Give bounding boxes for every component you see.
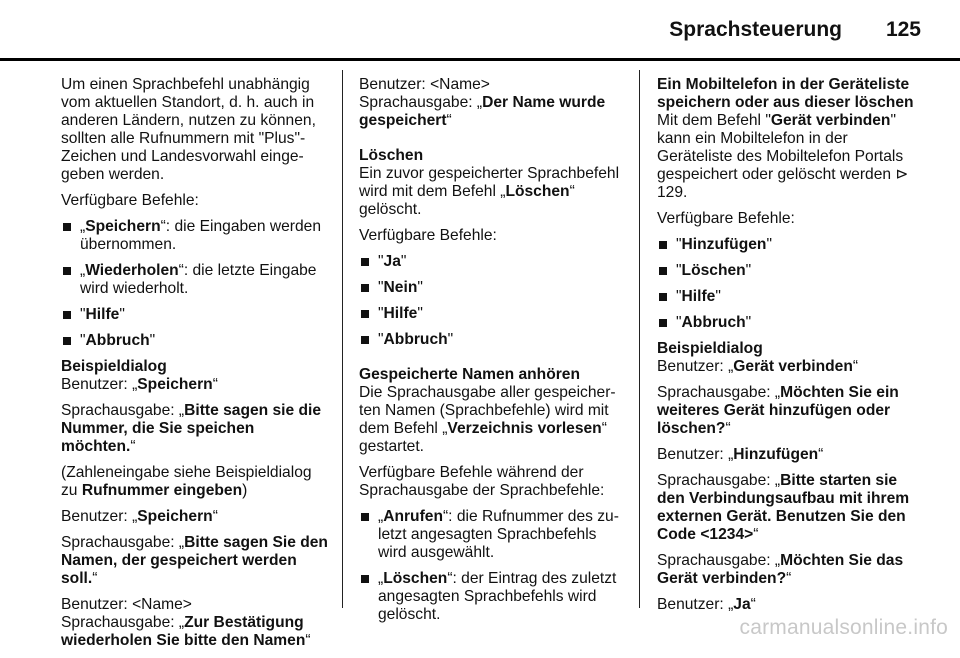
dialog-line: Sprachausgabe: „Bitte sagen sie die Nummer, die Sie speichen möchten.“: [61, 402, 322, 455]
dialog-line: Benutzer: „Gerät verbinden“: [657, 358, 859, 375]
list-item: „Anrufen“: die Rufnummer des zuletzt angesagten Sprachbefehls wird ausgewählt.: [359, 508, 627, 562]
page-ref-arrow-icon: ⊳: [895, 166, 909, 183]
listen-paragraph: Die Sprachausgabe aller gespeicherten Namen (Sprachbefehle) wird mit dem Befehl „Verzeichnis vorlesen“ gestartet.: [359, 384, 616, 455]
list-item: "Ja": [359, 253, 627, 271]
dialog-line: Benutzer: <Name>: [359, 76, 490, 93]
dialog-line: Benutzer: „Speichern“: [61, 376, 218, 393]
command-list: [657, 236, 925, 332]
column-3: [657, 76, 925, 622]
intro-paragraph: Um einen Sprachbefehl unabhängig vom aktuellen Standort, d. h. auch in anderen Ländern, nutzen zu können, sollten alle Rufnummern mit "Plus"-Zeichen und Landesvorwahl eingegeben werden.: [61, 76, 316, 183]
dialog-line: Sprachausgabe: „Möchten Sie ein weiteres Gerät hinzufügen oder löschen?“: [657, 384, 899, 437]
header-rule: [0, 58, 960, 61]
dialog-line: Sprachausgabe: „Zur Bestätigung wiederholen Sie bitte den Namen“: [61, 614, 311, 649]
dialog-line: (Zahleneingabe siehe Beispieldialog zu Rufnummer eingeben): [61, 464, 312, 499]
dialog-line: Benutzer: „Speichern“: [61, 508, 218, 525]
list-item: "Abbruch": [359, 331, 627, 349]
dialog-line: Sprachausgabe: „Der Name wurde gespeichert“: [359, 94, 606, 129]
column-2: [359, 76, 627, 632]
list-item: "Löschen": [657, 262, 925, 280]
dialog-line: Sprachausgabe: „Bitte starten sie den Verbindungsaufbau mit ihrem externen Gerät. Benutzen Sie den Code <1234>“: [657, 472, 910, 543]
list-item: "Hilfe": [61, 306, 329, 324]
list-item: „Speichern“: die Eingaben werden übernommen.: [61, 218, 329, 254]
list-item: "Hilfe": [657, 288, 925, 306]
section-heading-listen: Gespeicherte Namen anhören: [359, 366, 580, 383]
delete-paragraph: Ein zuvor gespeicherter Sprachbefehl wird mit dem Befehl „Löschen“ gelöscht.: [359, 165, 620, 218]
page-ref-link[interactable]: 129.: [657, 184, 688, 201]
column-1: [61, 76, 329, 658]
dialog-line: Benutzer: <Name>: [61, 596, 192, 613]
dialog-line: Sprachausgabe: „Bitte sagen Sie den Namen, der gespeichert werden soll.“: [61, 534, 328, 587]
list-item: "Abbruch": [657, 314, 925, 332]
device-paragraph: Mit dem Befehl "Gerät verbinden" kann ein Mobiltelefon in der Geräteliste des Mobiltelefon Portals gespeichert oder gelöscht werden ⊳ 129.: [657, 112, 909, 201]
dialog-line: Sprachausgabe: „Möchten Sie das Gerät verbinden?“: [657, 552, 904, 587]
list-item: „Löschen“: der Eintrag des zuletzt angesagten Sprachbefehls wird gelöscht.: [359, 570, 627, 624]
page-title: Sprachsteuerung: [669, 18, 842, 41]
command-list: [359, 253, 627, 349]
command-list: [359, 508, 627, 624]
section-heading-device: Ein Mobiltelefon in der Geräteliste speichern oder aus dieser löschen: [657, 76, 914, 111]
dialog-line: Benutzer: „Hinzufügen“: [657, 446, 824, 463]
dialog-heading: Beispieldialog: [61, 358, 167, 375]
dialog-line: Benutzer: „Ja“: [657, 596, 756, 613]
page-header: [0, 0, 960, 60]
available-commands-label: Verfügbare Befehle:: [61, 192, 199, 209]
dialog-heading: Beispieldialog: [657, 340, 763, 357]
list-item: „Wiederholen“: die letzte Eingabe wird wiederholt.: [61, 262, 329, 298]
available-commands-label: Verfügbare Befehle:: [359, 227, 497, 244]
list-item: "Nein": [359, 279, 627, 297]
watermark: carmanualsonline.info: [739, 616, 948, 639]
available-commands-label: Verfügbare Befehle:: [657, 210, 795, 227]
command-list: [61, 218, 329, 350]
list-item: "Abbruch": [61, 332, 329, 350]
section-heading-delete: Löschen: [359, 147, 424, 164]
list-item: "Hilfe": [359, 305, 627, 323]
available-commands-label: Verfügbare Befehle während der Sprachausgabe der Sprachbefehle:: [359, 464, 605, 499]
column-divider-2: [639, 70, 640, 608]
column-divider-1: [342, 70, 343, 608]
list-item: "Hinzufügen": [657, 236, 925, 254]
page-number: 125: [885, 18, 921, 41]
